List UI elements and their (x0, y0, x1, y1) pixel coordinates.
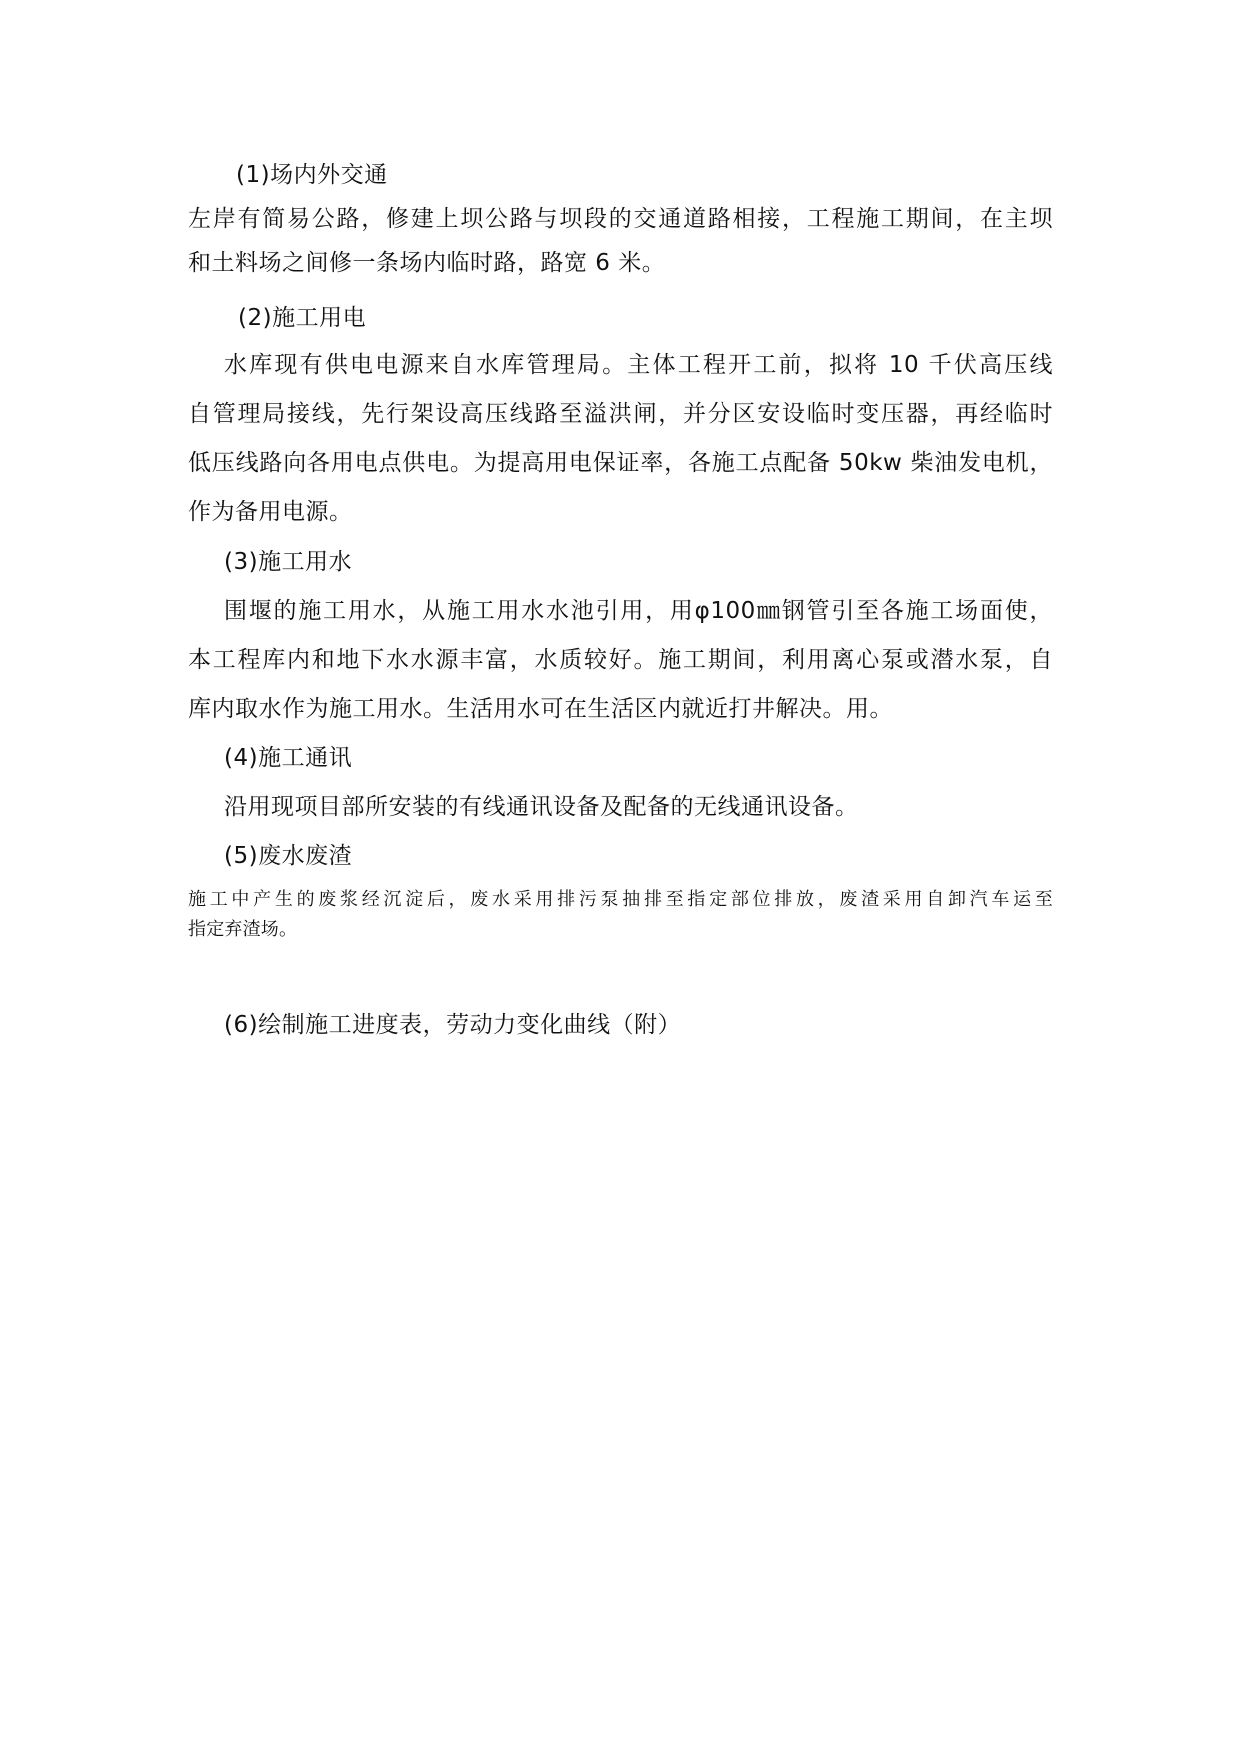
section-heading-2: (2)施工用电 (238, 305, 367, 331)
paragraph-line: 沿用现项目部所安装的有线通讯设备及配备的无线通讯设备。 (224, 794, 859, 820)
paragraph-line: 自管理局接线，先行架设高压线路至溢洪闸，并分区安设临时变压器，再经临时 (188, 401, 1053, 427)
paragraph-line: 库内取水作为施工用水。生活用水可在生活区内就近打井解决。用。 (188, 696, 893, 722)
paragraph-line: 指定弃渣场。 (188, 919, 298, 940)
paragraph-line: 水库现有供电电源来自水库管理局。主体工程开工前，拟将 10 千伏高压线 (224, 352, 1053, 378)
paragraph-line: 作为备用电源。 (188, 499, 353, 525)
section-heading-5: (5)废水废渣 (224, 843, 353, 869)
paragraph-line: 左岸有简易公路，修建上坝公路与坝段的交通道路相接，工程施工期间，在主坝 (188, 206, 1053, 232)
paragraph-line: 施工中产生的废浆经沉淀后，废水采用排污泵抽排至指定部位排放，废渣采用自卸汽车运至 (188, 889, 1053, 910)
section-heading-4: (4)施工通讯 (224, 745, 353, 771)
section-heading-1: (1)场内外交通 (236, 162, 388, 188)
section-heading-3: (3)施工用水 (224, 549, 353, 575)
paragraph-line: 围堰的施工用水，从施工用水水池引用，用φ100㎜钢管引至各施工场面使， (224, 598, 1053, 624)
paragraph-line: 和土料场之间修一条场内临时路，路宽 6 米。 (188, 250, 666, 276)
paragraph-line: 低压线路向各用电点供电。为提高用电保证率，各施工点配备 50kw 柴油发电机， (188, 450, 1053, 476)
section-heading-6: (6)绘制施工进度表，劳动力变化曲线（附） (224, 1012, 682, 1038)
paragraph-line: 本工程库内和地下水水源丰富，水质较好。施工期间，利用离心泵或潜水泵，自 (188, 647, 1053, 673)
